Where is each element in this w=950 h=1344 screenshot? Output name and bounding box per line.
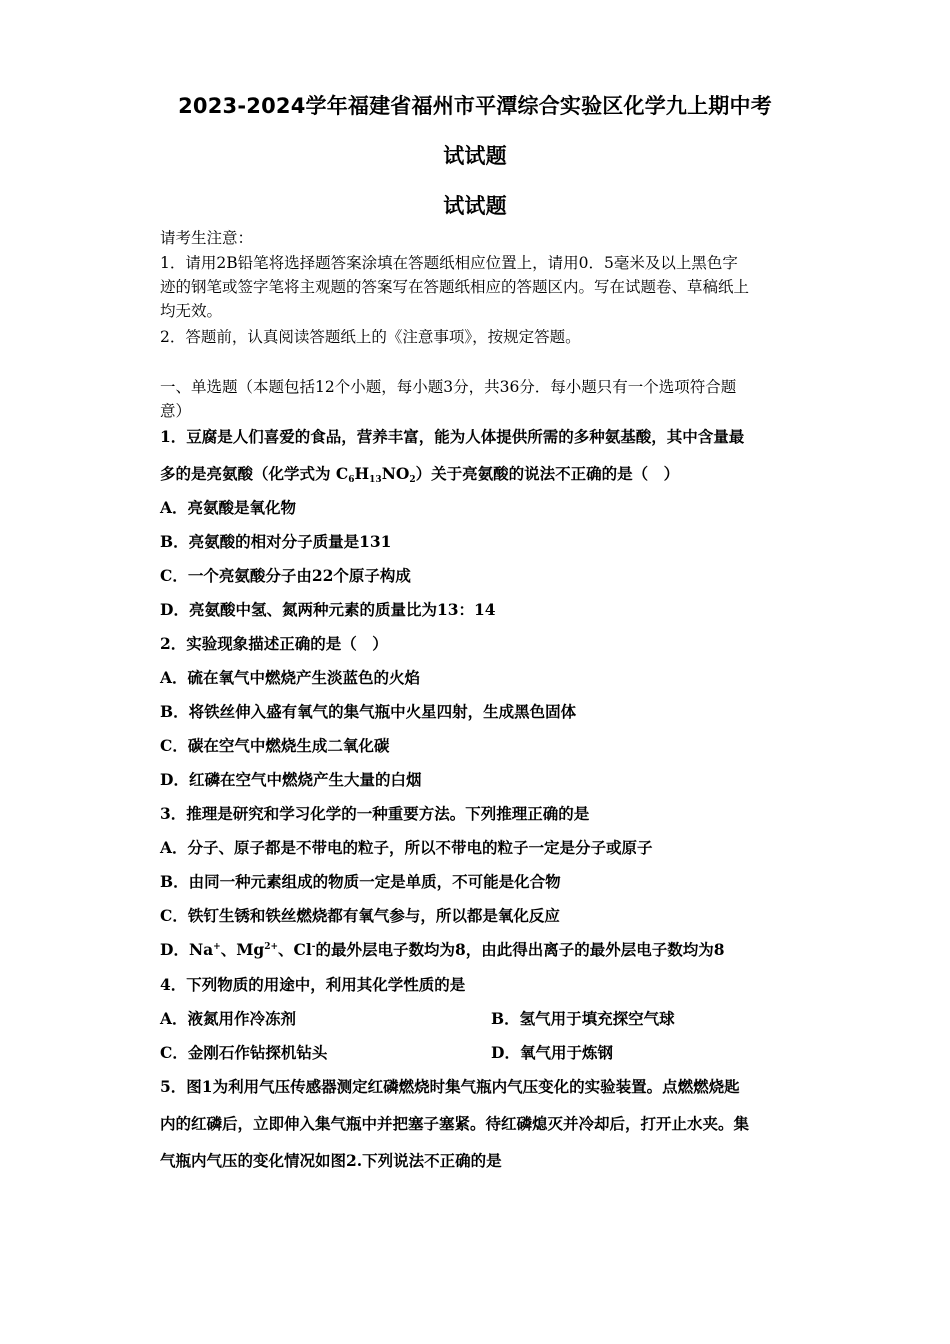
q1-stem-line2: 多的是亮氨酸（化学式为 $C_6H_{13}NO_2$）关于亮氨酸的说法不正确的是（ ） — [160, 464, 680, 485]
q4-option-a: A．液氮用作冷冻剂 — [160, 1009, 297, 1028]
notice-item2: 2．答题前，认真阅读答题纸上的《注意事项》，按规定答题。 — [160, 328, 581, 346]
q4-option-b: B．氢气用于填充探空气球 — [491, 1009, 675, 1028]
notice-item1-line3: 均无效。 — [160, 302, 223, 320]
doc-title-line3: 试试题 — [443, 194, 507, 218]
q3-stem: 3．推理是研究和学习化学的一种重要方法。下列推理正确的是 — [160, 804, 590, 823]
q3-option-c: C．铁钉生锈和铁丝燃烧都有氧气参与，所以都是氧化反应 — [160, 906, 560, 925]
notice-item1-line1: 1．请用2B铅笔将选择题答案涂填在答题纸相应位置上，请用0．5毫米及以上黑色字 — [160, 254, 738, 272]
q1-option-c: C．一个亮氨酸分子由22个原子构成 — [160, 566, 411, 585]
q4-option-c: C．金刚石作钻探机钻头 — [160, 1043, 328, 1062]
q5-stem-line2: 内的红磷后，立即伸入集气瓶中并把塞子塞紧。待红磷熄灭并冷却后，打开止水夹。集 — [160, 1114, 750, 1133]
q5-stem-line3: 气瓶内气压的变化情况如图2.下列说法不正确的是 — [160, 1151, 502, 1170]
q4-stem: 4．下列物质的用途中，利用其化学性质的是 — [160, 975, 466, 994]
q2-option-d: D．红磷在空气中燃烧产生大量的白烟 — [160, 770, 422, 789]
notice-heading: 请考生注意： — [160, 229, 254, 247]
doc-title-line1: 2023-2024学年福建省福州市平潭综合实验区化学九上期中考 — [178, 94, 772, 118]
q1-option-d: D．亮氨酸中氢、氮两种元素的质量比为13：14 — [160, 600, 496, 619]
q5-stem-line1: 5．图1为利用气压传感器测定红磷燃烧时集气瓶内气压变化的实验装置。点燃燃烧匙 — [160, 1077, 740, 1096]
q3-option-d: D．Na+、$Mg^{2+}$、Cl-的最外层电子数均为8，由此得出离子的最外层电子数均为8 — [160, 940, 725, 959]
q2-option-c: C．碳在空气中燃烧生成二氧化碳 — [160, 736, 390, 755]
q4-option-d: D．氧气用于炼钢 — [491, 1043, 613, 1062]
q3-option-a: A．分子、原子都是不带电的粒子，所以不带电的粒子一定是分子或原子 — [160, 838, 653, 857]
q3-option-b: B．由同一种元素组成的物质一定是单质，不可能是化合物 — [160, 872, 561, 891]
q2-stem: 2．实验现象描述正确的是（ ） — [160, 634, 388, 653]
notice-item1-line2: 迹的钢笔或签字笔将主观题的答案写在答题纸相应的答题区内。写在试题卷、草稿纸上 — [160, 278, 750, 296]
q2-option-a: A．硫在氧气中燃烧产生淡蓝色的火焰 — [160, 668, 421, 687]
q1-option-b: B．亮氨酸的相对分子质量是131 — [160, 532, 392, 551]
doc-title-line2: 试试题 — [443, 144, 507, 168]
section1-heading-line1: 一、单选题（本题包括12个小题，每小题3分，共36分．每小题只有一个选项符合题 — [160, 378, 737, 396]
q2-option-b: B．将铁丝伸入盛有氧气的集气瓶中火星四射，生成黑色固体 — [160, 702, 577, 721]
section1-heading-line2: 意） — [160, 402, 192, 420]
q1-stem-line1: 1．豆腐是人们喜爱的食品，营养丰富，能为人体提供所需的多种氨基酸，其中含量最 — [160, 427, 745, 446]
q1-option-a: A．亮氨酸是氧化物 — [160, 498, 297, 517]
